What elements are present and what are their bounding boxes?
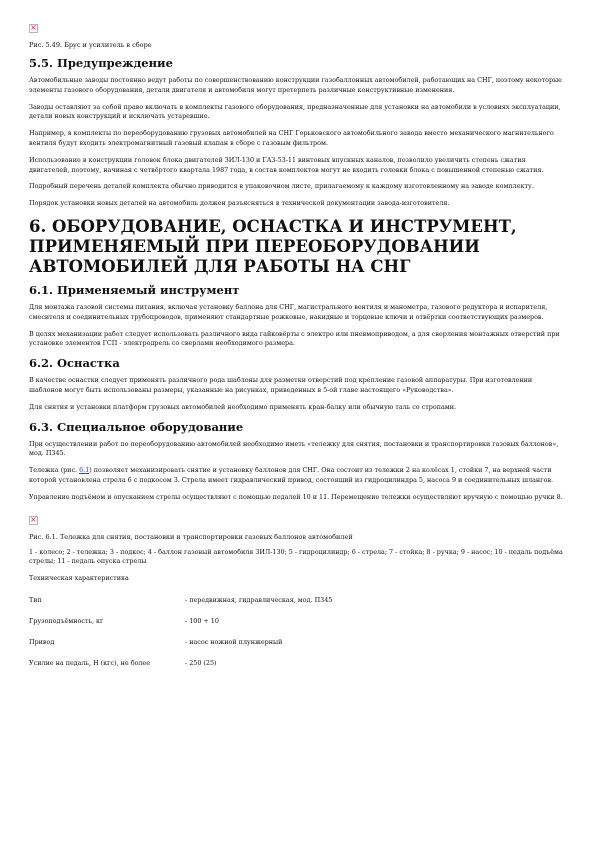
spec-row	[29, 617, 566, 626]
paragraph: При осуществлении работ по переоборудованию автомобилей необходимо иметь «тележку для снятия, постановки и транспортировки газовых баллонов», мод. П345.	[29, 439, 559, 458]
spec-name: Усилие на педаль, Н (кгс), не более	[29, 658, 151, 667]
figure-caption: Рис. 6.1. Тележка для снятия, постановки и транспортировки газовых баллонов автомобилей	[29, 532, 353, 541]
spec-row	[29, 596, 566, 605]
paragraph: Например, в комплекты по переоборудованию грузовых автомобилей на СНГ Горьковского автомобильного завода вместо механического магнительного вентиля будут входить электромагнитный газовый клапан в сборе с газовым фильтром.	[29, 129, 554, 147]
paragraph-text: Тележка (рис.	[29, 466, 80, 475]
broken-image-icon: ×	[30, 514, 37, 524]
section-heading-6-1: 6.1. Применяемый инструмент	[29, 282, 240, 297]
paragraph: Порядок установки новых деталей на автомобиль должен разъясняться в технической документации завода-изготовителя.	[29, 199, 450, 208]
broken-image-icon: ×	[30, 23, 37, 32]
figure-link[interactable]: 6.1	[79, 466, 90, 475]
tech-spec-title: Техническая характеристика	[29, 574, 129, 583]
section-heading-6-2: 6.2. Оснастка	[29, 356, 120, 371]
figure-legend: 1 - колесо; 2 - тележка; 3 - подкос; 4 - баллон газовый автомобиля ЗИЛ-130; 5 - гидроцилиндр; 6 - стрела; 7 - стойка; 8 - ручка; 9 - насос; 10 - педаль подъёма стрелы; 11 - педаль опуска стрелы	[29, 547, 563, 566]
paragraph: Управление подъёмом и опусканием стрелы осуществляют с помощью педалей 10 и 11. Перемещение тележки осуществляют вручную с помощью ручки 8.	[29, 492, 563, 501]
section-heading-5-5: 5.5. Предупреждение	[29, 56, 173, 70]
spec-value: - 250 (25)	[185, 658, 217, 667]
paragraph: Заводы оставляют за собой право включать в комплекты газового оборудования, предназначенные для установки на автомобили в условиях эксплуатации, детали новых конструкций и исключать устаревшие.	[29, 102, 561, 121]
chapter-heading-6: 6. ОБОРУДОВАНИЕ, ОСНАСТКА И ИНСТРУМЕНТ, ПРИМЕНЯЕМЫЙ ПРИ ПЕРЕОБОРУДОВАНИИ АВТОМОБИЛЕЙ ДЛЯ РАБОТЫ НА СНГ	[29, 216, 517, 276]
spec-value: - передвижная, гидравлическая, мод. П345	[185, 595, 333, 604]
section-heading-6-3: 6.3. Специальное оборудование	[29, 419, 244, 434]
spec-name: Грузоподъёмность, кг	[29, 616, 104, 625]
paragraph: Автомобильные заводы постоянно ведут работы по совершенствованию конструкции газобаллонных автомобилей, работающих на СНГ, поэтому некоторые элементы газового оборудования, детали двигателя и автомобиля могут претерпеть различные конструктивные изменения.	[29, 76, 562, 94]
paragraph	[29, 466, 566, 486]
spec-value: - насос ножной плунжерный	[185, 637, 283, 646]
paragraph: Для снятия и установки платформ грузовых автомобилей необходимо применять кран-балку или обычную таль со стропами.	[29, 402, 457, 411]
spec-value: - 100 + 10	[185, 616, 219, 625]
spec-row	[29, 659, 566, 668]
paragraph: Использование в конструкции головок блока двигателей ЗИЛ-130 и ГАЗ-53-11 винтовых впускных каналов, позволило увеличить степень сжатия двигателей, поэтому, начиная с четвёртого квартала 1987 года, в состав комплектов могут не входить головки блока с повышенной степенью сжатия.	[29, 155, 544, 174]
spec-name: Привод	[29, 637, 55, 646]
spec-row	[29, 638, 566, 647]
paragraph: В качестве оснастки следует применять различного рода шаблоны для разметки отверстий под крепление газовой аппаратуры. При изготовлении шаблонов могут быть использованы размеры, указанные на рисунках, приведенных в 5-ой главе настоящего «Руководства».	[29, 376, 533, 394]
paragraph: Для монтажа газовой системы питания, включая установку баллона для СНГ, магистрального вентиля и манометра, газового редуктора и испарителя, смесителя и соединительных трубопроводов, применяют стандартные рожковые, накидные и торцовые ключи и отвёртки соответствующих размеров.	[29, 302, 548, 321]
paragraph: В целях механизации работ следует использовать различного вида гайковёрты с электро или пневмоприводом, а для сверления монтажных отверстий при установке элементов ГСП - электродрель со сверлами необходимого размера.	[29, 329, 560, 348]
paragraph: Подробный перечень деталей комплекта обычно приводится в упаковочном листе, прилагаемому к каждому изготовленному на заводе комплекту.	[29, 182, 534, 191]
figure-caption: Рис. 5.49. Брус и усилитель в сборе	[29, 41, 152, 49]
paragraph-text: ) позволяет механизировать снятие и установку баллонов для СНГ. Она состоит из тележки 2 на колёсах 1, стойки 7, на верхней части которой установлена стрела 6 с подкосом 3. Стрела имеет гидравлический привод, состоящий из гидроцилиндра 5, насоса 9 и соединительных шлангов.	[29, 466, 553, 484]
spec-name: Тип	[29, 595, 42, 604]
